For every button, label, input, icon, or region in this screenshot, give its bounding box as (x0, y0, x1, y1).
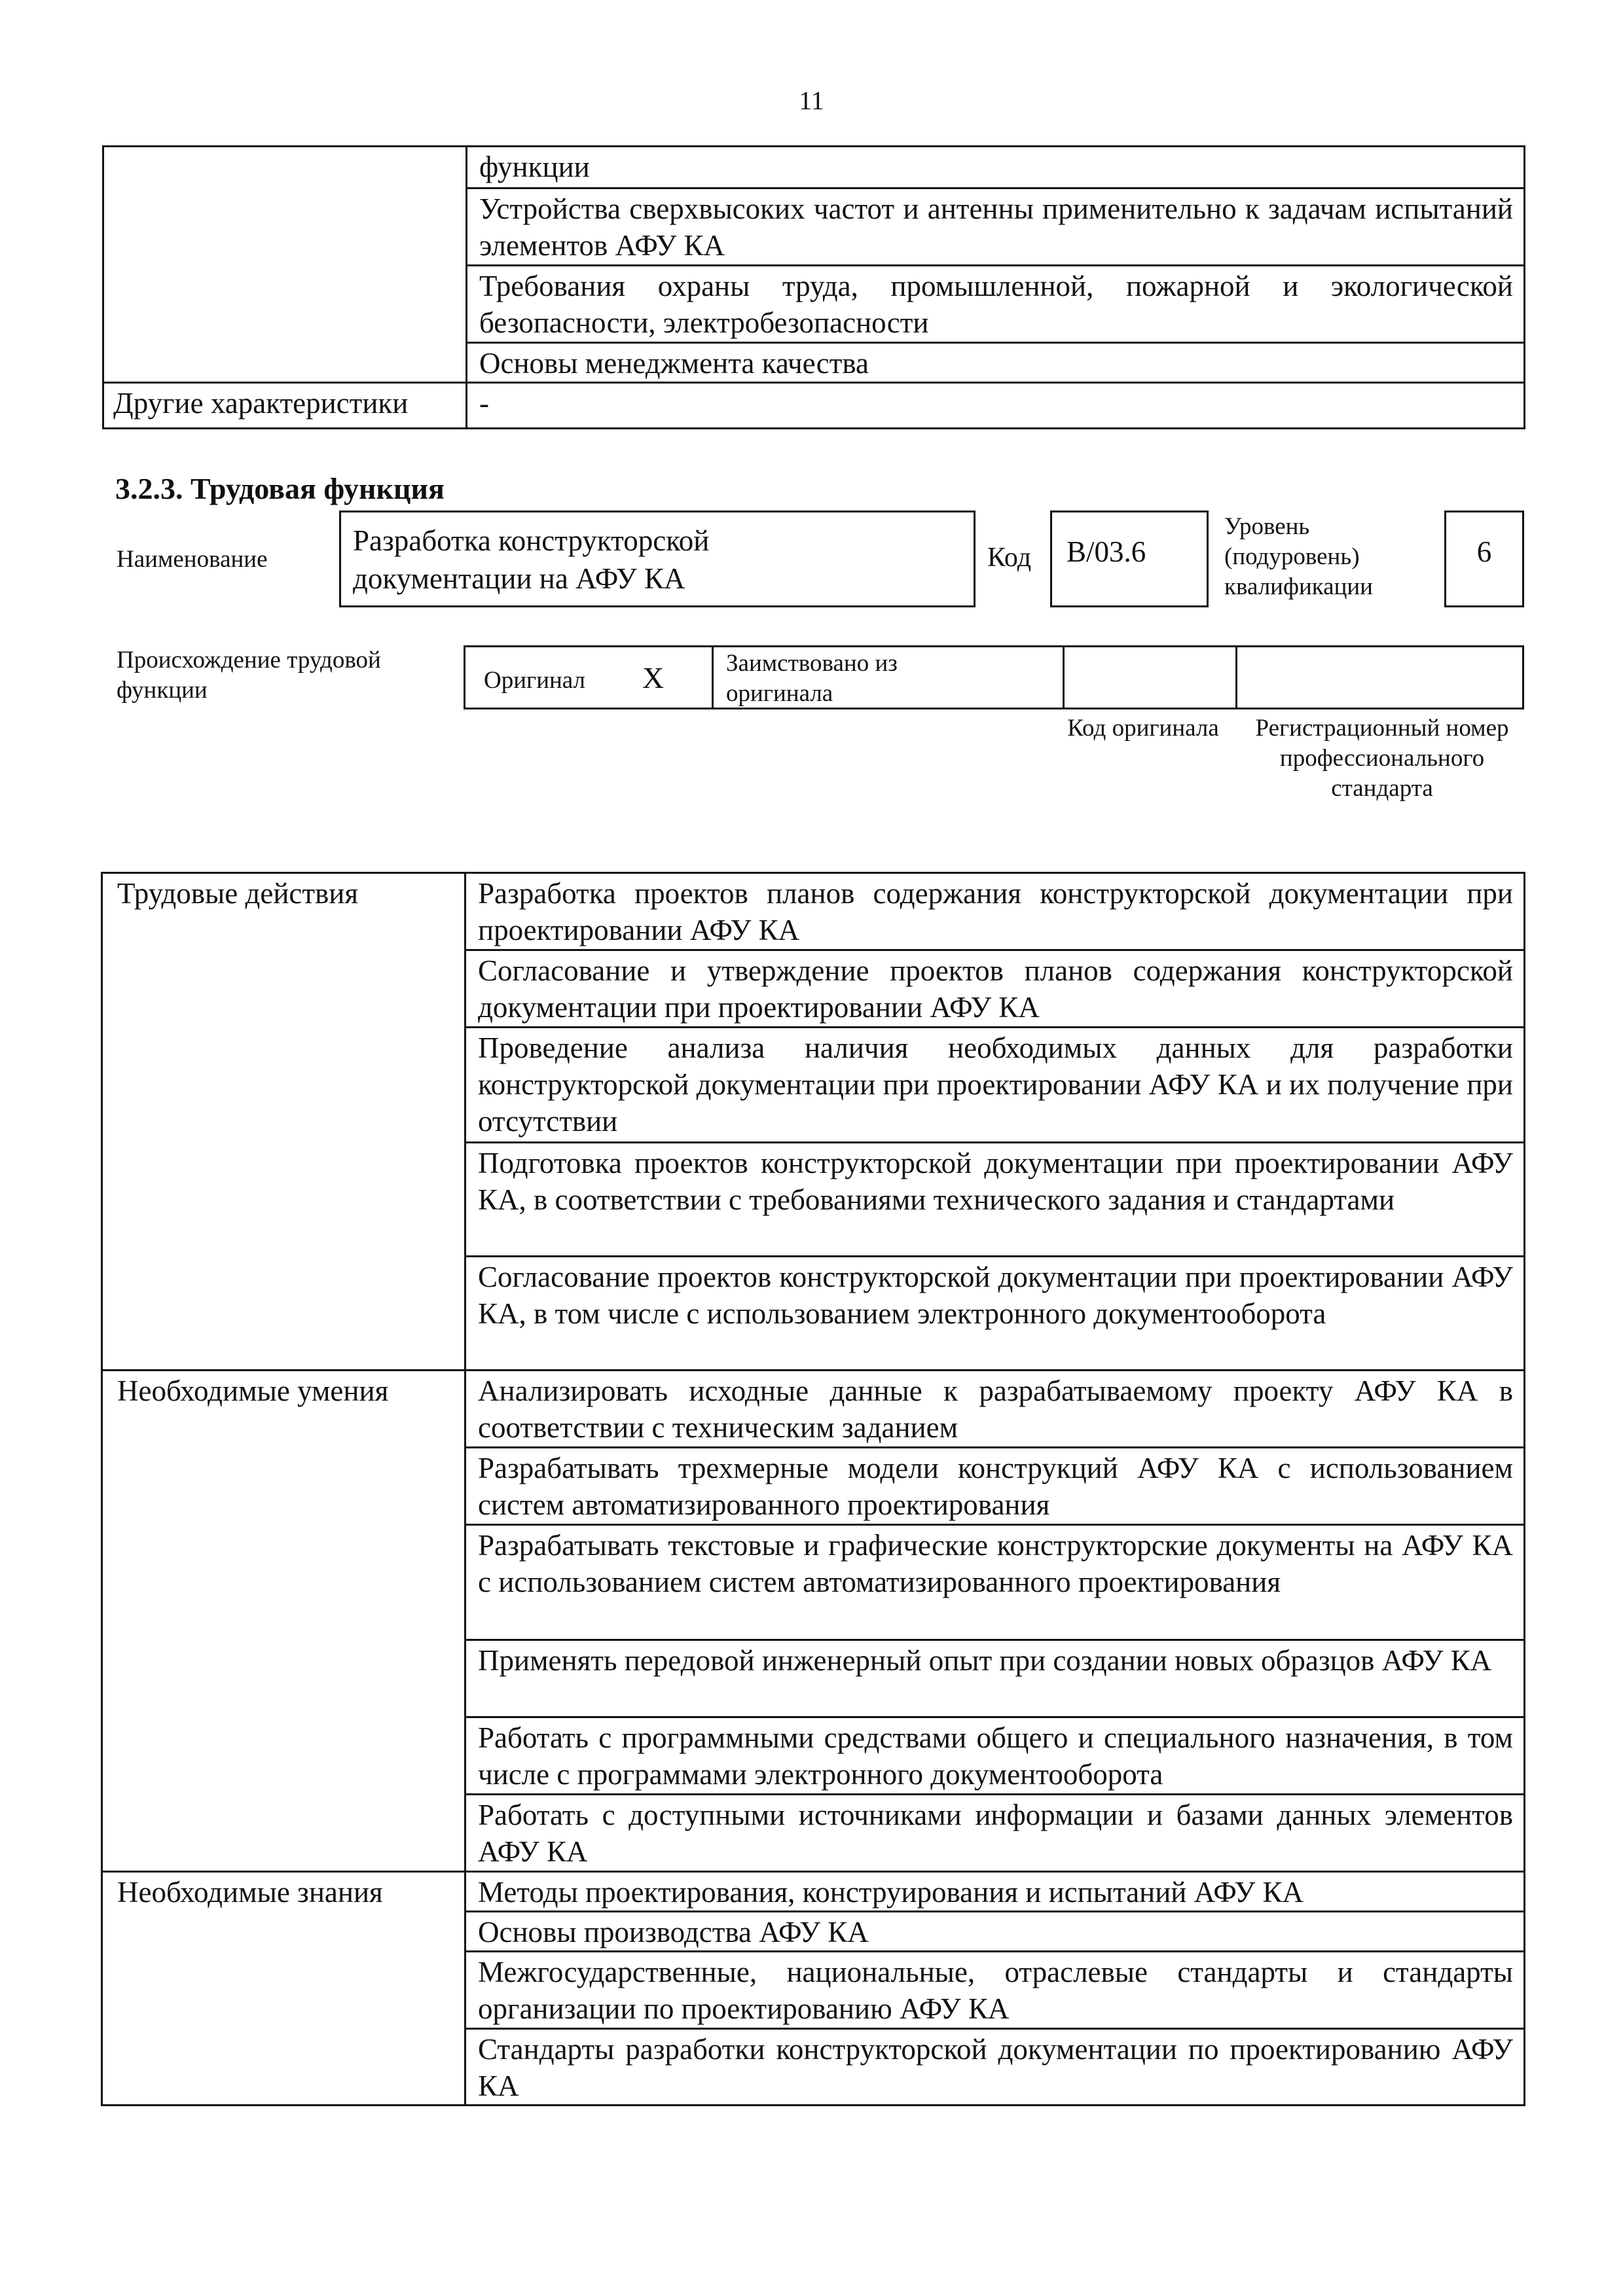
name-label: Наименование (117, 546, 268, 573)
skill-item: Анализировать исходные данные к разрабатываемому проекту АФУ КА в соответствии с техническим заданием (465, 1371, 1525, 1448)
page-number: 11 (799, 86, 824, 115)
reg-number-label: Регистрационный номер профессионального стандарта (1255, 715, 1509, 802)
top-table-row: Устройства сверхвысоких частот и антенны применительно к задачам испытаний элементов АФУ КА (467, 188, 1525, 266)
code-label: Код (987, 543, 1032, 573)
borrowed-label: Заимствовано из оригинала (726, 650, 898, 707)
knowledge-item: Основы производства АФУ КА (465, 1912, 1525, 1952)
skill-item: Разрабатывать трехмерные модели конструкций АФУ КА с использованием систем автоматизированного проектирования (465, 1448, 1525, 1525)
code-value-box (1050, 511, 1209, 607)
labor-action-item: Согласование проектов конструкторской документации при проектировании АФУ КА, в том числе с использованием электронного документооборота (465, 1257, 1525, 1371)
top-table-row: функции (467, 147, 1525, 188)
knowledge-item: Стандарты разработки конструкторской документации по проектированию АФУ КА (465, 2029, 1525, 2106)
knowledge-item: Межгосударственные, национальные, отраслевые стандарты и стандарты организации по проектированию АФУ КА (465, 1952, 1525, 2029)
labor-action-item: Проведение анализа наличия необходимых данных для разработки конструкторской документации при проектировании АФУ КА и их получение при отсутствии (465, 1028, 1525, 1143)
labor-actions-label: Трудовые действия (102, 873, 465, 1371)
knowledge-item: Методы проектирования, конструирования и испытаний АФУ КА (465, 1872, 1525, 1912)
skill-item: Работать с программными средствами общего и специального назначения, в том числе с программами электронного документооборота (465, 1717, 1525, 1795)
top-table (102, 145, 1525, 429)
labor-action-item: Согласование и утверждение проектов планов содержания конструкторской документации при проектировании АФУ КА (465, 950, 1525, 1028)
top-table-row: Требования охраны труда, промышленной, пожарной и экологической безопасности, электробезопасности (467, 266, 1525, 343)
other-characteristics-value: - (467, 383, 1525, 429)
main-table (101, 872, 1525, 2106)
origin-divider (1063, 647, 1065, 708)
origin-box (464, 645, 1524, 709)
origin-divider (1235, 647, 1237, 708)
name-value-box (339, 511, 976, 607)
level-value: 6 (1476, 535, 1492, 568)
top-table-row: Основы менеджмента качества (467, 343, 1525, 383)
skill-item: Разрабатывать текстовые и графические конструкторские документы на АФУ КА с использованием систем автоматизированного проектирования (465, 1525, 1525, 1640)
original-label: Оригинал (484, 667, 586, 694)
labor-action-item: Разработка проектов планов содержания конструкторской документации при проектировании АФУ КА (465, 873, 1525, 950)
other-characteristics-label: Другие характеристики (103, 383, 467, 429)
origin-label: Происхождение трудовой функции (117, 647, 381, 704)
original-mark: X (642, 661, 665, 694)
required-skills-label: Необходимые умения (102, 1371, 465, 1872)
skill-item: Работать с доступными источниками информации и базами данных элементов АФУ КА (465, 1795, 1525, 1872)
level-value-box (1444, 511, 1524, 607)
top-table-empty-label (103, 147, 467, 383)
labor-action-item: Подготовка проектов конструкторской документации при проектировании АФУ КА, в соответствии с требованиями технического задания и стандартами (465, 1143, 1525, 1257)
original-code-label: Код оригинала (1067, 715, 1219, 742)
skill-item: Применять передовой инженерный опыт при создании новых образцов АФУ КА (465, 1640, 1525, 1717)
section-heading: 3.2.3. Трудовая функция (115, 472, 445, 505)
name-value: Разработка конструкторской документации на АФУ КА (353, 524, 710, 595)
origin-divider (712, 647, 714, 708)
code-value: B/03.6 (1067, 535, 1146, 568)
level-label: Уровень (подуровень) квалификации (1224, 513, 1373, 600)
required-knowledge-label: Необходимые знания (102, 1872, 465, 2106)
